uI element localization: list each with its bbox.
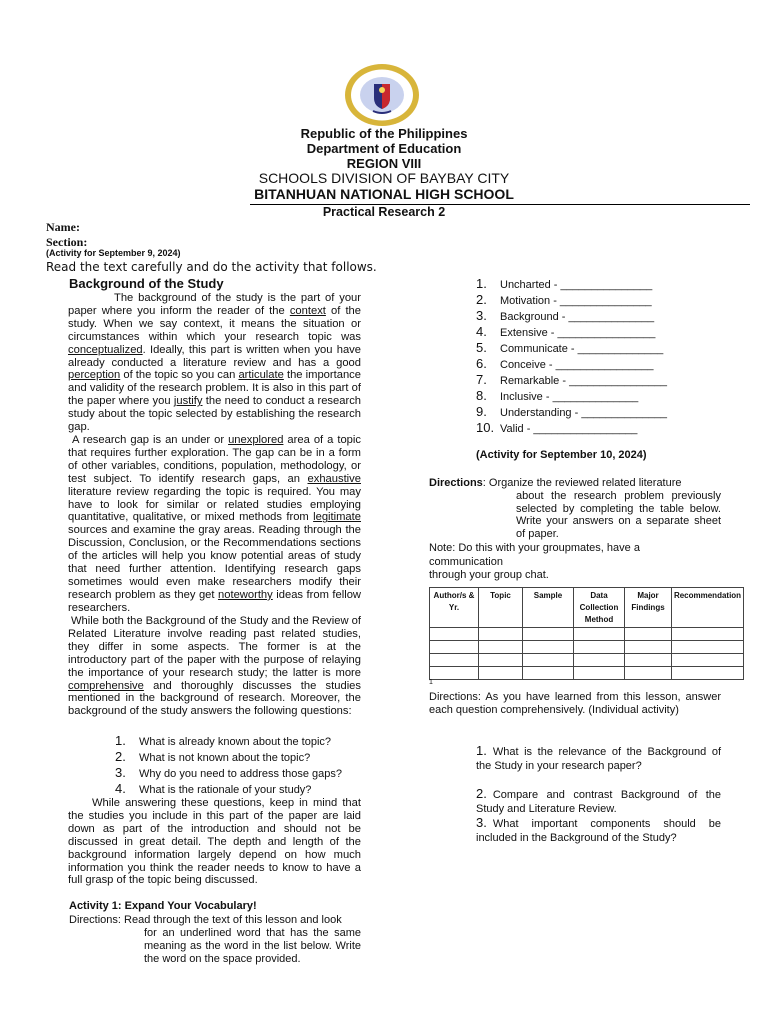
underlined-word: exhaustive xyxy=(307,472,361,485)
vocabulary-item[interactable]: 8. Inclusive - ______________ xyxy=(476,388,639,403)
column-header-findings: Major Findings xyxy=(625,588,672,628)
underlined-word: conceptualized xyxy=(68,343,143,356)
vocabulary-item[interactable]: 1. Uncharted - _______________ xyxy=(476,276,653,291)
underlined-word: context xyxy=(289,304,326,317)
vocabulary-item[interactable]: 6. Conceive - ________________ xyxy=(476,356,654,371)
table-cell[interactable] xyxy=(523,641,574,654)
table-cell[interactable] xyxy=(574,628,625,641)
name-label: Name: xyxy=(46,220,80,234)
vocabulary-list xyxy=(476,276,667,436)
header-school: BITANHUAN NATIONAL HIGH SCHOOL xyxy=(254,186,514,202)
vocabulary-item[interactable]: 2. Motivation - _______________ xyxy=(476,292,652,307)
table-cell[interactable] xyxy=(625,641,672,654)
table-footnote-mark: 1 xyxy=(429,679,433,686)
table-cell[interactable] xyxy=(479,654,523,667)
paragraph-comparison: While both the Background of the Study and the Review of Related Literature involve reading past related studies, they differ in some aspects. The former is at the introductory part of the paper with the purpose of relaying the importance of your research study; the latter is more comprehensive and thoroughly discusses the studies mentioned in the background of research. Moreover, the background of the study answers the following questions: xyxy=(68,615,361,718)
vocabulary-item[interactable]: 3. Background - ______________ xyxy=(476,308,655,323)
activity-2-directions-continued: about the research problem previously selected by completing the table below. Write your answers on a separate sheet of paper. xyxy=(516,490,721,540)
group-note: Note: Do this with your groupmates, have a communication through your group chat. xyxy=(429,542,640,581)
list-item: 3. Why do you need to address those gaps? xyxy=(115,765,343,780)
table-cell[interactable] xyxy=(625,628,672,641)
table-cell[interactable] xyxy=(672,654,744,667)
vocabulary-item[interactable]: 5. Communicate - ______________ xyxy=(476,340,664,355)
table-cell[interactable] xyxy=(523,628,574,641)
table-cell[interactable] xyxy=(574,641,625,654)
table-row xyxy=(430,641,744,654)
vocabulary-item[interactable]: 9. Understanding - ______________ xyxy=(476,404,667,419)
header-republic: Republic of the Philippines xyxy=(300,126,468,141)
underlined-word: perception xyxy=(68,369,121,382)
header-region: REGION VIII xyxy=(346,156,422,171)
column-header-method: Data Collection Method xyxy=(574,588,625,628)
header-division: SCHOOLS DIVISION OF BAYBAY CITY xyxy=(258,170,510,186)
paragraph-background: The background of the study is the part of your paper where you inform the reader of the context of the study. When we say context, it means the situation or circumstances within which your research topic was conceptualized. Ideally, this part is written when you have already conducted a literature review and has a good perception of the topic so you can articulate the importance and validity of the research problem. It is also in this part of the paper where you justify the need to conduct a research study about the topic selected by establishing the research gap. xyxy=(68,292,362,434)
column-header-recommendation: Recommendation xyxy=(672,588,744,628)
literature-table xyxy=(429,587,744,680)
list-item: 4. What is the rationale of your study? xyxy=(115,781,312,796)
table-cell[interactable] xyxy=(574,654,625,667)
activity-1-directions: Directions: Read through the text of this lesson and look for an underlined word that has the same meaning as the word in the list below. Write the word on the space provided. xyxy=(69,914,361,965)
list-item: 2. What is not known about the topic? xyxy=(115,749,311,764)
deped-seal-icon xyxy=(343,62,421,128)
table-cell[interactable] xyxy=(625,667,672,680)
section-label: Section: xyxy=(46,235,88,249)
table-row xyxy=(430,654,744,667)
table-row xyxy=(430,628,744,641)
table-cell[interactable] xyxy=(523,667,574,680)
table-cell[interactable] xyxy=(479,628,523,641)
table-header-row xyxy=(430,588,744,628)
vocabulary-item[interactable]: 10. Valid - _________________ xyxy=(476,420,638,435)
table-cell[interactable] xyxy=(430,667,479,680)
vocabulary-item[interactable]: 4. Extensive - ________________ xyxy=(476,324,656,339)
subject-title: Practical Research 2 xyxy=(322,205,446,219)
table-cell[interactable] xyxy=(672,667,744,680)
underlined-word: justify xyxy=(173,395,203,408)
activity-1-heading: Activity 1: Expand Your Vocabulary! xyxy=(69,900,257,912)
guide-questions xyxy=(115,733,342,797)
table-cell[interactable] xyxy=(430,654,479,667)
table-cell[interactable] xyxy=(479,667,523,680)
underlined-word: comprehensive xyxy=(68,679,144,692)
activity-2-directions: Directions: Organize the reviewed related literature xyxy=(429,477,682,489)
reading-instruction: Read the text carefully and do the activity that follows. xyxy=(46,260,377,274)
activity-3-directions: Directions: As you have learned from this lesson, answer each question comprehensively. (Individual activity) xyxy=(429,691,721,716)
reflection-question: 3. What important components should be included in the Background of the Study? xyxy=(476,815,721,844)
activity-1-date: (Activity for September 9, 2024) xyxy=(46,248,181,258)
list-item: 1. What is already known about the topic? xyxy=(115,733,332,748)
table-cell[interactable] xyxy=(672,641,744,654)
vocabulary-item[interactable]: 7. Remarkable - ________________ xyxy=(476,372,667,387)
table-row xyxy=(430,667,744,680)
column-header-author: Author/s & Yr. xyxy=(430,588,479,628)
table-cell[interactable] xyxy=(523,654,574,667)
table-cell[interactable] xyxy=(625,654,672,667)
table-cell[interactable] xyxy=(574,667,625,680)
table-cell[interactable] xyxy=(672,628,744,641)
underlined-word: noteworthy xyxy=(218,588,273,601)
reflection-question: 1. What is the relevance of the Background of the Study in your research paper? xyxy=(476,743,721,772)
reflection-question: 2. Compare and contrast Background of the Study and Literature Review. xyxy=(476,786,721,815)
underlined-word: articulate xyxy=(238,369,284,382)
table-cell[interactable] xyxy=(430,641,479,654)
column-header-sample: Sample xyxy=(523,588,574,628)
underlined-word: legitimate xyxy=(313,511,361,524)
activity-2-date: (Activity for September 10, 2024) xyxy=(476,449,647,461)
header-department: Department of Education xyxy=(306,141,462,156)
paragraph-closing: While answering these questions, keep in mind that the studies you include in this part of the paper are laid down as part of the introduction and should not be discussed in great detail. The depth and length of the background information largely depend on how much information you think the reader needs to know to have a full grasp of the topic being discussed. xyxy=(68,797,361,887)
lesson-title: Background of the Study xyxy=(69,276,224,291)
paragraph-research-gap: A research gap is an under or unexplored area of a topic that requires further exploration. The gap can be in a form of other variables, conditions, population, methodology, or test subject. To identify research gaps, an exhaustive literature review regarding the topic is required. You may have to look for similar or related studies employing quantitative, qualitative, or mixed methods from legitimate sources and examine the gray areas. Reading through the Discussion, Conclusion, or the Recommendations sections of the articles will help you know potential areas of study that need further attention. Identifying research gaps sometimes would even make researchers modify their research problem as they get noteworthy ideas from fellow researchers. xyxy=(68,434,361,614)
table-cell[interactable] xyxy=(430,628,479,641)
underlined-word: unexplored xyxy=(228,434,284,446)
column-header-topic: Topic xyxy=(479,588,523,628)
seal-sun xyxy=(379,87,385,93)
table-cell[interactable] xyxy=(479,641,523,654)
